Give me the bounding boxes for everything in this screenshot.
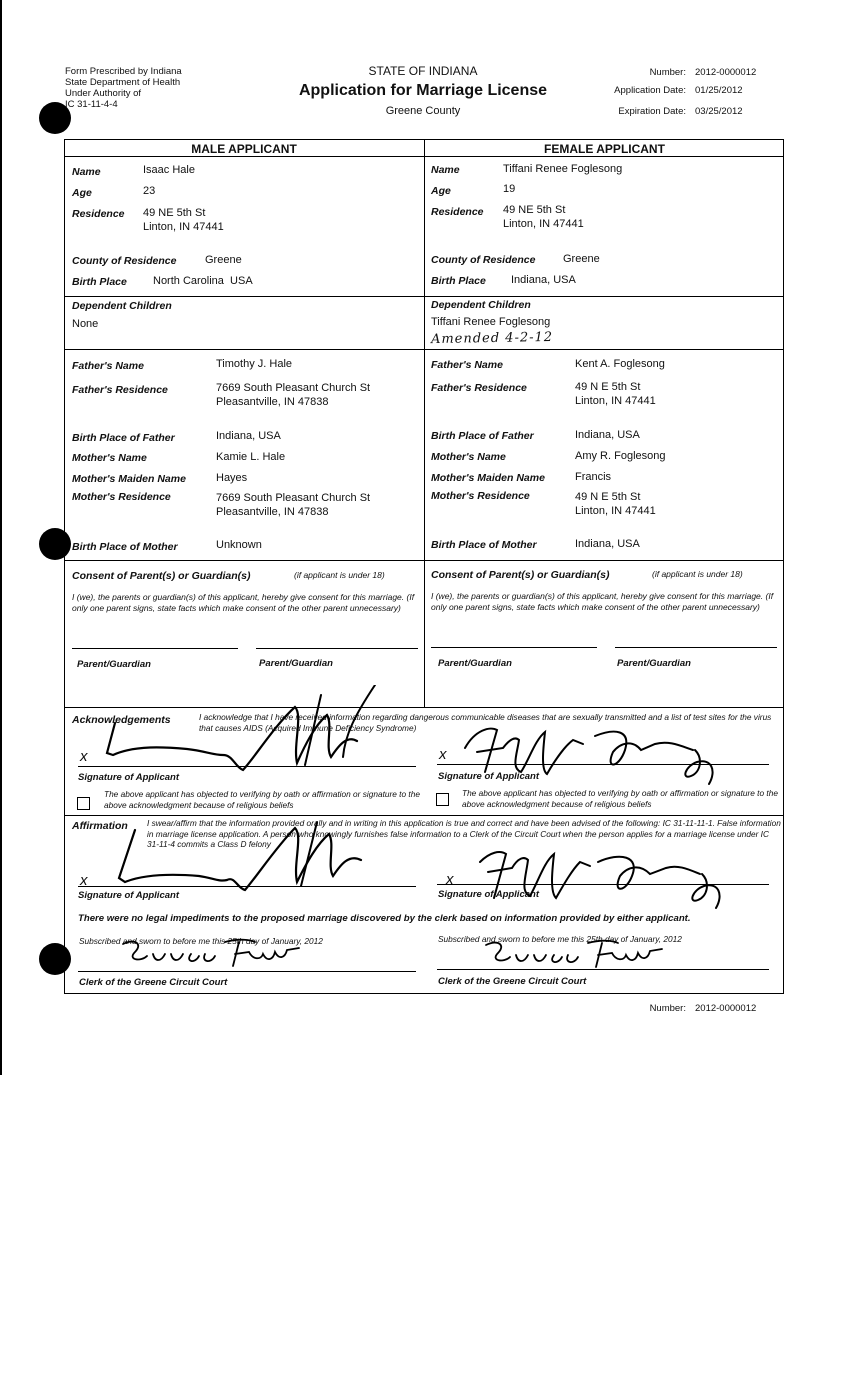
- female-objection-checkbox[interactable]: [436, 793, 449, 806]
- expiration-date-label: Expiration Date:: [618, 106, 686, 117]
- male-mothers-name-value: Kamie L. Hale: [216, 451, 286, 463]
- female-ack-signature: [455, 710, 725, 790]
- female-residence-label: Residence: [431, 206, 484, 218]
- female-mothers-maiden-label: Mother's Maiden Name: [431, 472, 545, 484]
- male-subscribed-text: Subscribed and sworn to before me this 25th day of January, 2012: [79, 936, 323, 946]
- female-subscribed-text: Subscribed and sworn to before me this 25th day of January, 2012: [438, 934, 682, 944]
- application-date-label: Application Date:: [614, 85, 686, 96]
- male-consent-note: (if applicant is under 18): [294, 570, 385, 580]
- male-parent-line-1: [72, 648, 238, 649]
- female-parent-line-2: [615, 647, 777, 648]
- male-age-label: Age: [72, 187, 92, 199]
- male-clerk-signature: [115, 936, 305, 972]
- female-birthplace-label: Birth Place: [431, 275, 486, 287]
- female-clerk-label: Clerk of the Greene Circuit Court: [438, 976, 587, 987]
- male-applicant-heading: MALE APPLICANT: [191, 142, 297, 156]
- female-affirm-signature: [460, 832, 730, 912]
- female-residence-line2: Linton, IN 47441: [503, 218, 584, 230]
- heading-underline: [64, 156, 784, 157]
- affirmation-label: Affirmation: [72, 820, 128, 832]
- female-affirm-signature-label: Signature of Applicant: [438, 889, 539, 900]
- male-county-label: County of Residence: [72, 255, 177, 267]
- female-clerk-signature: [478, 937, 668, 973]
- female-mothers-residence-line2: Linton, IN 47441: [575, 505, 656, 517]
- male-mothers-residence-line1: 7669 South Pleasant Church St: [216, 492, 371, 504]
- male-birthplace-value: North Carolina USA: [153, 275, 253, 287]
- male-clerk-label: Clerk of the Greene Circuit Court: [79, 977, 228, 988]
- scan-edge: [0, 0, 2, 1075]
- male-mothers-residence-line2: Pleasantville, IN 47838: [216, 506, 329, 518]
- male-dependent-children-label: Dependent Children: [72, 300, 172, 312]
- female-county-value: Greene: [563, 253, 600, 265]
- female-county-label: County of Residence: [431, 254, 536, 266]
- female-parent-guardian-1: Parent/Guardian: [438, 658, 512, 669]
- female-father-birthplace-value: Indiana, USA: [575, 429, 640, 441]
- female-age-value: 19: [503, 183, 516, 195]
- page-title: Application for Marriage License: [298, 82, 548, 99]
- male-mothers-maiden-value: Hayes: [216, 472, 248, 484]
- prescribed-line: IC 31-11-4-4: [65, 99, 118, 110]
- male-fathers-residence-line1: 7669 South Pleasant Church St: [216, 382, 371, 394]
- female-parent-line-1: [431, 647, 597, 648]
- male-affirm-signature: [95, 800, 385, 895]
- male-name-value: Isaac Hale: [143, 164, 195, 176]
- male-residence-line1: 49 NE 5th St: [143, 207, 206, 219]
- female-mothers-residence-label: Mother's Residence: [431, 490, 530, 502]
- female-mothers-residence-line1: 49 N E 5th St: [575, 491, 641, 503]
- male-county-value: Greene: [205, 254, 242, 266]
- prescribed-line: State Department of Health: [65, 77, 181, 88]
- male-mothers-maiden-label: Mother's Maiden Name: [72, 473, 186, 485]
- male-age-value: 23: [143, 185, 156, 197]
- female-applicant-heading: FEMALE APPLICANT: [544, 142, 665, 156]
- application-date-value: 01/25/2012: [695, 85, 743, 96]
- female-consent-note: (if applicant is under 18): [652, 569, 743, 579]
- male-mother-birthplace-value: Unknown: [216, 539, 262, 551]
- female-dependent-children-value: Tiffani Renee Foglesong: [431, 316, 551, 328]
- female-mothers-name-value: Amy R. Foglesong: [575, 450, 666, 462]
- male-name-label: Name: [72, 166, 101, 178]
- no-impediments-statement: There were no legal impediments to the proposed marriage discovered by the clerk based on information provided by either applicant.: [78, 913, 691, 924]
- male-affirm-signature-label: Signature of Applicant: [78, 890, 179, 901]
- prescribed-line: Form Prescribed by Indiana: [65, 66, 182, 77]
- male-ack-signature-label: Signature of Applicant: [78, 772, 179, 783]
- male-ack-x-mark: x: [80, 748, 88, 765]
- female-affirm-x-mark: x: [446, 871, 454, 888]
- section-line: [64, 296, 784, 297]
- number-label: Number:: [649, 67, 686, 78]
- female-parent-guardian-2: Parent/Guardian: [617, 658, 691, 669]
- female-consent-title: Consent of Parent(s) or Guardian(s): [431, 569, 610, 581]
- female-fathers-residence-label: Father's Residence: [431, 382, 527, 394]
- female-ack-x-mark: x: [439, 746, 447, 763]
- female-fathers-name-value: Kent A. Foglesong: [575, 358, 665, 370]
- female-age-label: Age: [431, 185, 451, 197]
- female-consent-text: I (we), the parents or guardian(s) of this applicant, hereby give consent for this marriage. (If only one parent signs, state facts which make consent of the other parent unnecessary): [431, 591, 774, 612]
- male-parent-guardian-2: Parent/Guardian: [259, 658, 333, 669]
- male-father-birthplace-label: Birth Place of Father: [72, 432, 175, 444]
- female-dependent-children-label: Dependent Children: [431, 299, 531, 311]
- section-line: [64, 349, 784, 350]
- female-mother-birthplace-value: Indiana, USA: [575, 538, 640, 550]
- state-name: STATE OF INDIANA: [368, 64, 478, 78]
- female-name-value: Tiffani Renee Foglesong: [503, 163, 623, 175]
- male-fathers-name-label: Father's Name: [72, 360, 144, 372]
- form-prescribed-block: [65, 66, 182, 110]
- female-objection-text: The above applicant has objected to verifying by oath or affirmation or signature to the above acknowledgment because of religious beliefs: [462, 788, 778, 809]
- male-consent-title: Consent of Parent(s) or Guardian(s): [72, 570, 251, 582]
- footer-number-value: 2012-0000012: [695, 1003, 757, 1014]
- male-ack-signature: [95, 685, 385, 780]
- female-fathers-residence-line2: Linton, IN 47441: [575, 395, 656, 407]
- male-mothers-name-label: Mother's Name: [72, 452, 147, 464]
- male-parent-line-2: [256, 648, 418, 649]
- number-value: 2012-0000012: [695, 67, 757, 78]
- male-fathers-name-value: Timothy J. Hale: [216, 358, 293, 370]
- male-mothers-residence-label: Mother's Residence: [72, 491, 171, 503]
- female-fathers-name-label: Father's Name: [431, 359, 503, 371]
- male-birthplace-label: Birth Place: [72, 276, 127, 288]
- male-objection-checkbox[interactable]: [77, 797, 90, 810]
- affirmation-text: I swear/affirm that the information provided orally and in writing in this application is true and correct and have been advised of the following: IC 31-11-11-1. False information in marriage license application. A person who knowingly furnishes false information to a Clerk of the Circuit Court when the person applies for a marriage license under IC 31-11-4 commits a Class D felony: [147, 818, 781, 849]
- female-mother-birthplace-label: Birth Place of Mother: [431, 539, 537, 551]
- male-mother-birthplace-label: Birth Place of Mother: [72, 541, 178, 553]
- acknowledgement-text: I acknowledge that I have received information regarding dangerous communicable diseases that are sexually transmitted and a list of test sites for the virus that causes AIDS (Acquired Immune Deficiency Syndrome): [199, 712, 772, 733]
- female-birthplace-value: Indiana, USA: [511, 274, 576, 286]
- male-residence-line2: Linton, IN 47441: [143, 221, 224, 233]
- male-residence-label: Residence: [72, 208, 125, 220]
- male-fathers-residence-line2: Pleasantville, IN 47838: [216, 396, 329, 408]
- male-parent-guardian-1: Parent/Guardian: [77, 659, 151, 670]
- county-name: Greene County: [385, 105, 461, 117]
- female-mothers-maiden-value: Francis: [575, 471, 612, 483]
- male-father-birthplace-value: Indiana, USA: [216, 430, 281, 442]
- female-residence-line1: 49 NE 5th St: [503, 204, 566, 216]
- male-dependent-children-value: None: [72, 318, 99, 330]
- female-fathers-residence-line1: 49 N E 5th St: [575, 381, 641, 393]
- section-line: [64, 560, 784, 561]
- prescribed-line: Under Authority of: [65, 88, 142, 99]
- female-father-birthplace-label: Birth Place of Father: [431, 430, 534, 442]
- male-affirm-x-mark: x: [80, 872, 88, 889]
- female-mothers-name-label: Mother's Name: [431, 451, 506, 463]
- male-objection-text: The above applicant has objected to verifying by oath or affirmation or signature to the above acknowledgment because of religious beliefs: [104, 789, 420, 810]
- expiration-date-value: 03/25/2012: [695, 106, 743, 117]
- female-name-label: Name: [431, 164, 460, 176]
- footer-number-label: Number:: [649, 1003, 686, 1014]
- female-ack-signature-label: Signature of Applicant: [438, 771, 539, 782]
- acknowledgements-label: Acknowledgements: [72, 714, 171, 726]
- male-fathers-residence-label: Father's Residence: [72, 384, 168, 396]
- male-consent-text: I (we), the parents or guardian(s) of this applicant, hereby give consent for this marriage. (If only one parent signs, state facts which make consent of the other parent unnecessary): [72, 592, 415, 613]
- amended-note: Amended 4-2-12: [430, 329, 554, 348]
- column-divider: [424, 139, 425, 707]
